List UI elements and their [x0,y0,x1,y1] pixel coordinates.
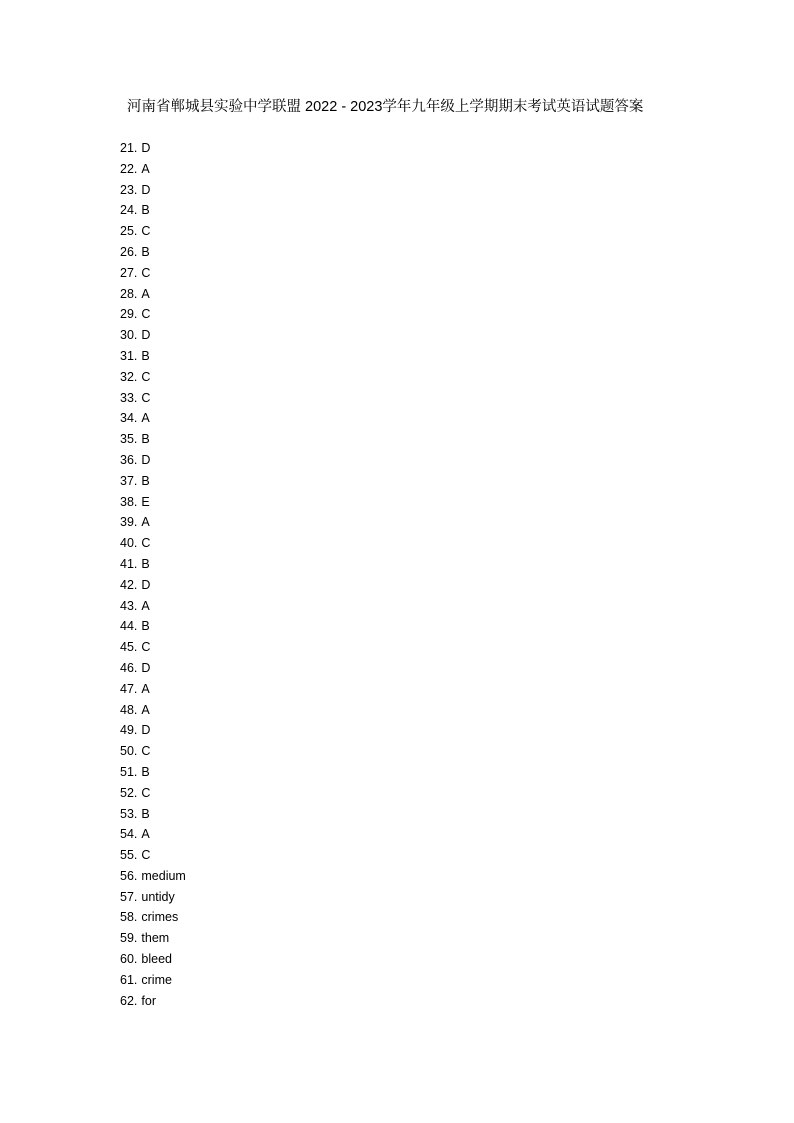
answer-list [120,138,186,1011]
answer-value: B [141,473,150,488]
answer-value: A [141,286,150,301]
question-number: 55. [120,848,138,863]
answer-value: D [141,660,151,675]
answer-item [120,408,186,429]
answer-item [120,637,186,658]
answer-value: C [141,307,151,322]
answer-value: B [141,348,150,363]
answer-item [120,907,186,928]
answer-item [120,866,186,887]
question-number: 41. [120,556,138,571]
answer-value: B [141,806,150,821]
question-number: 53. [120,806,138,821]
question-number: 61. [120,972,138,987]
answer-item [120,533,186,554]
question-number: 25. [120,224,138,239]
answer-item [120,700,186,721]
question-number: 28. [120,286,138,301]
answer-value: C [141,744,151,759]
answer-value: A [141,161,150,176]
question-number: 36. [120,452,138,467]
answer-item [120,949,186,970]
answer-item [120,762,186,783]
answer-value: A [141,827,150,842]
answer-value: crimes [141,910,179,925]
answer-item [120,970,186,991]
answer-item [120,512,186,533]
answer-item [120,596,186,617]
question-number: 32. [120,369,138,384]
question-number: 58. [120,910,138,925]
question-number: 47. [120,681,138,696]
answer-value: B [141,619,150,634]
answer-item [120,284,186,305]
answer-item [120,159,186,180]
question-number: 40. [120,536,138,551]
answer-item [120,263,186,284]
answer-value: untidy [141,889,175,904]
answer-item [120,887,186,908]
answer-value: B [141,556,150,571]
question-number: 35. [120,432,138,447]
answer-value: A [141,515,150,530]
question-number: 29. [120,307,138,322]
answer-item [120,450,186,471]
answer-item [120,304,186,325]
question-number: 27. [120,265,138,280]
answer-value: D [141,452,151,467]
question-number: 23. [120,182,138,197]
answer-value: C [141,390,151,405]
answer-item [120,991,186,1012]
answer-item [120,824,186,845]
answer-item [120,242,186,263]
answer-value: C [141,265,151,280]
answer-value: D [141,141,151,155]
answer-item [120,325,186,346]
question-number: 59. [120,931,138,946]
page-title: 河南省郸城县实验中学联盟 2022 - 2023学年九年级上学期期末考试英语试题答案 [127,99,644,115]
answer-value: C [141,224,151,239]
answer-value: medium [141,868,186,883]
answer-item [120,783,186,804]
question-number: 26. [120,244,138,259]
answer-item [120,180,186,201]
question-number: 24. [120,203,138,218]
question-number: 49. [120,723,138,738]
answer-value: them [141,931,170,946]
question-number: 57. [120,889,138,904]
answer-value: A [141,411,150,426]
answer-item [120,679,186,700]
question-number: 33. [120,390,138,405]
answer-value: E [141,494,150,509]
question-number: 37. [120,473,138,488]
question-number: 39. [120,515,138,530]
answer-item [120,492,186,513]
answer-item [120,388,186,409]
answer-value: A [141,702,150,717]
answer-value: B [141,244,150,259]
answer-item [120,658,186,679]
question-number: 60. [120,952,138,967]
answer-value: A [141,598,150,613]
question-number: 62. [120,993,138,1008]
question-number: 51. [120,764,138,779]
answer-value: bleed [141,952,172,967]
question-number: 38. [120,494,138,509]
answer-item [120,804,186,825]
answer-value: D [141,182,151,197]
answer-item [120,554,186,575]
answer-value: C [141,848,151,863]
answer-item [120,429,186,450]
answer-item [120,471,186,492]
answer-value: D [141,577,151,592]
answer-value: B [141,203,150,218]
answer-value: C [141,369,151,384]
answer-item [120,928,186,949]
answer-value: C [141,785,151,800]
question-number: 42. [120,577,138,592]
answer-value: C [141,536,151,551]
answer-item [120,845,186,866]
question-number: 56. [120,868,138,883]
question-number: 30. [120,328,138,343]
question-number: 31. [120,348,138,363]
answer-item [120,575,186,596]
answer-value: B [141,764,150,779]
answer-value: for [141,993,156,1008]
question-number: 34. [120,411,138,426]
answer-value: C [141,640,151,655]
answer-item [120,741,186,762]
question-number: 50. [120,744,138,759]
question-number: 44. [120,619,138,634]
question-number: 22. [120,161,138,176]
answer-item [120,720,186,741]
answer-item [120,616,186,637]
question-number: 46. [120,660,138,675]
answer-item [120,367,186,388]
question-number: 43. [120,598,138,613]
answer-item [120,221,186,242]
question-number: 54. [120,827,138,842]
question-number: 21. [120,141,138,155]
answer-value: D [141,723,151,738]
answer-item [120,346,186,367]
answer-value: B [141,432,150,447]
answer-item [120,138,186,159]
answer-item [120,200,186,221]
answer-value: A [141,681,150,696]
question-number: 45. [120,640,138,655]
answer-value: crime [141,972,172,987]
answer-value: D [141,328,151,343]
question-number: 52. [120,785,138,800]
question-number: 48. [120,702,138,717]
